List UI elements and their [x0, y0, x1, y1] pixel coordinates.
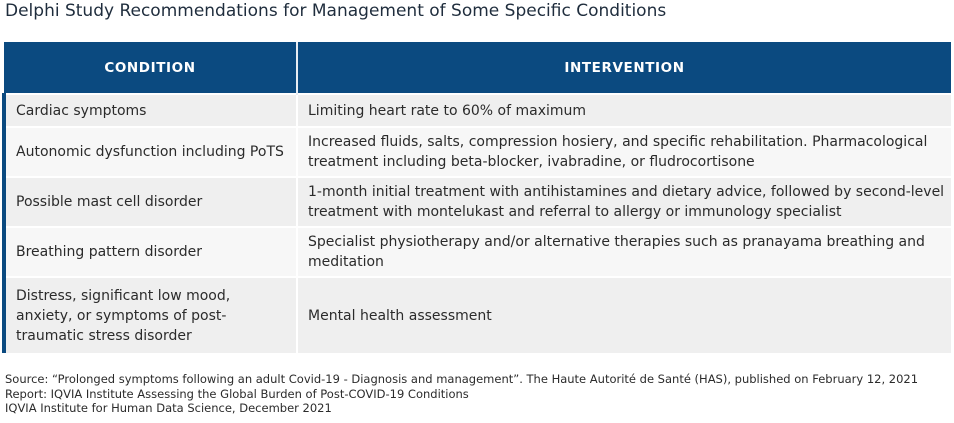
condition-cell: Breathing pattern disorder	[4, 227, 297, 277]
table-row	[4, 94, 951, 127]
page-title: Delphi Study Recommendations for Management of Some Specific Conditions	[5, 1, 667, 21]
institute-note: IQVIA Institute for Human Data Science, December 2021	[5, 401, 332, 415]
condition-cell: Distress, significant low mood, anxiety, or symptoms of post-traumatic stress disorder	[4, 277, 297, 353]
footer-notes	[5, 372, 918, 416]
recommendations-table	[2, 42, 949, 353]
intervention-cell: 1-month initial treatment with antihistamines and dietary advice, followed by second-level treatment with montelukast and referral to allergy or immunology specialist	[297, 177, 951, 227]
table-row	[4, 127, 951, 177]
table-row	[4, 227, 951, 277]
intervention-cell: Limiting heart rate to 60% of maximum	[297, 94, 951, 127]
source-note: Source: “Prolonged symptoms following an adult Covid-19 - Diagnosis and management”. The Haute Autorité de Santé (HAS), published on February 12, 2021	[5, 372, 919, 386]
intervention-cell: Mental health assessment	[297, 277, 951, 353]
condition-cell: Autonomic dysfunction including PoTS	[4, 127, 297, 177]
intervention-cell: Specialist physiotherapy and/or alternative therapies such as pranayama breathing and meditation	[297, 227, 951, 277]
table-row	[4, 277, 951, 353]
intervention-cell: Increased fluids, salts, compression hosiery, and specific rehabilitation. Pharmacological treatment including beta-blocker, ivabradine, or fludrocortisone	[297, 127, 951, 177]
condition-cell: Possible mast cell disorder	[4, 177, 297, 227]
column-header-intervention: INTERVENTION	[297, 42, 951, 94]
table-row	[4, 177, 951, 227]
column-header-condition: CONDITION	[4, 42, 297, 94]
condition-cell: Cardiac symptoms	[4, 94, 297, 127]
report-note: Report: IQVIA Institute Assessing the Global Burden of Post-COVID-19 Conditions	[5, 386, 469, 401]
table-header-row	[4, 42, 951, 94]
